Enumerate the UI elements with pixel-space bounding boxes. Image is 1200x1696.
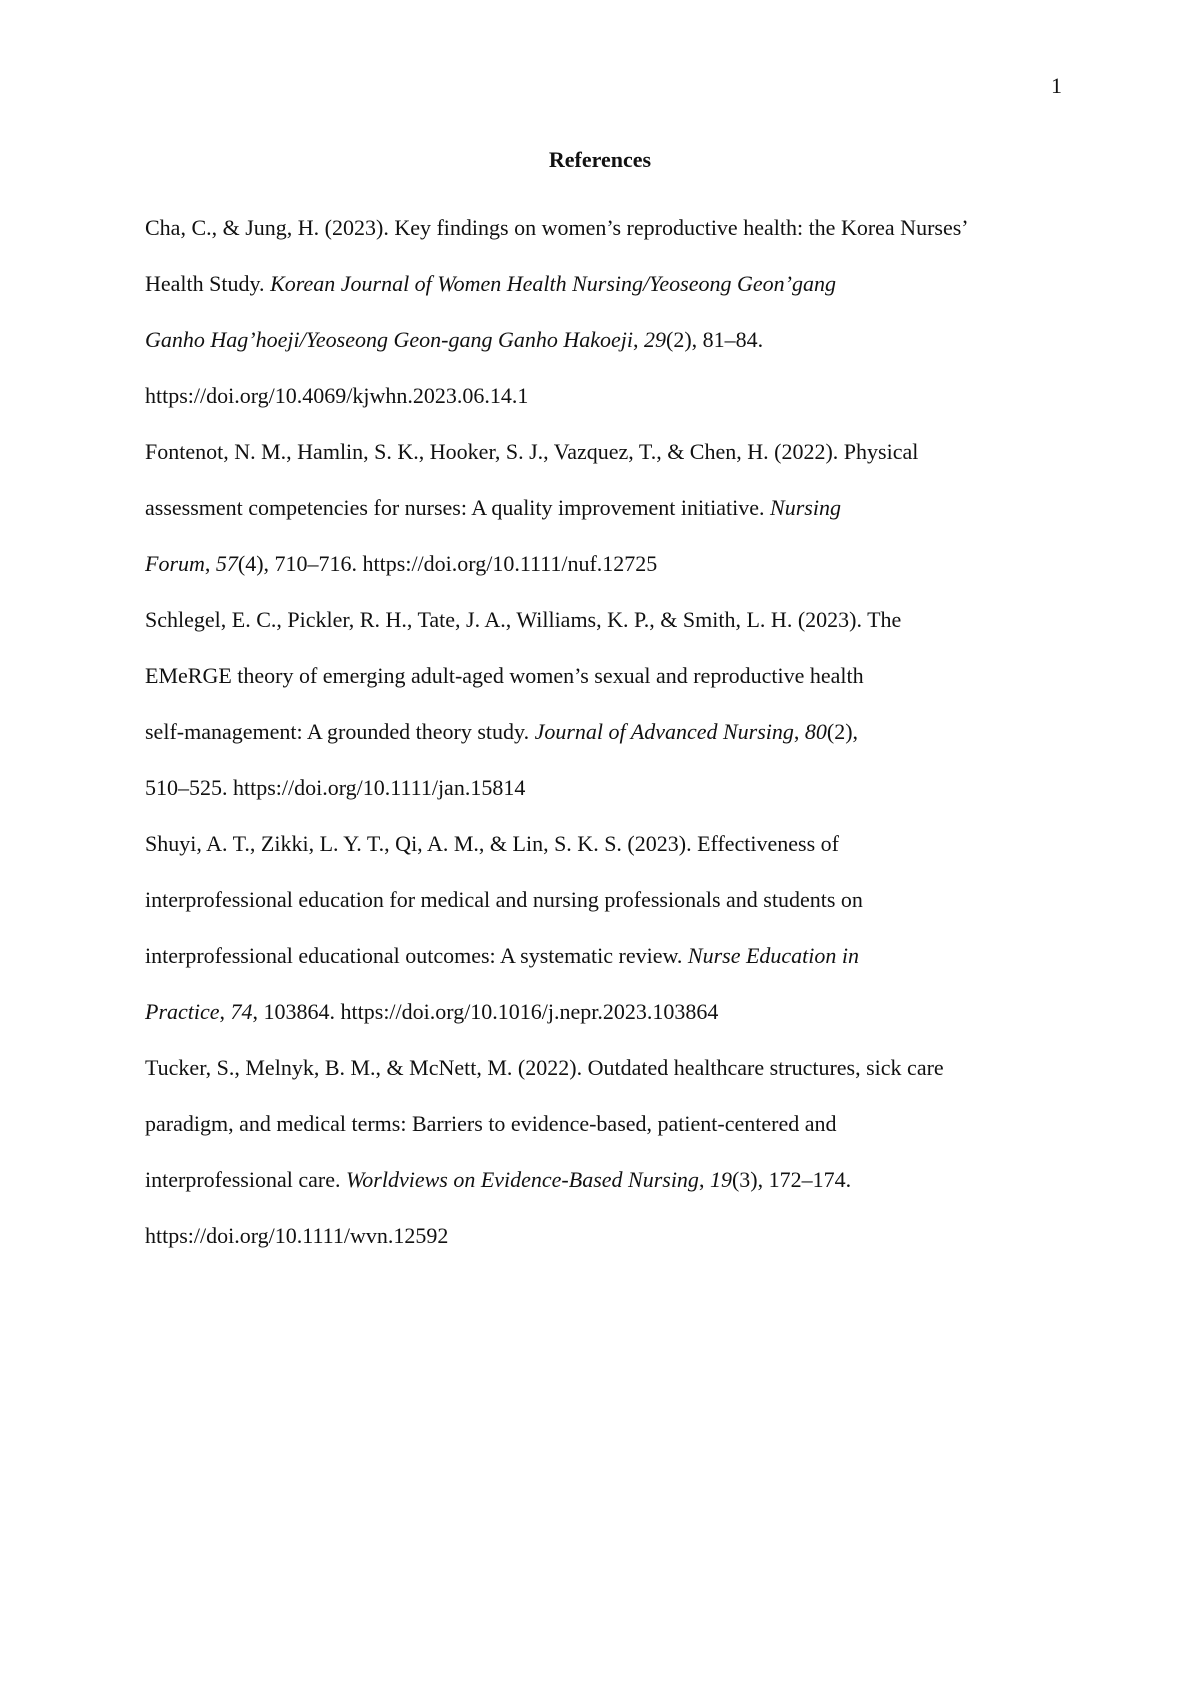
reference-entry (145, 424, 1065, 592)
reference-line (145, 1040, 1065, 1096)
reference-list (145, 200, 1065, 1264)
reference-text: EMeRGE theory of emerging adult-aged women’s sexual and reproductive health (145, 663, 864, 688)
reference-italic-text: 29 (644, 327, 667, 352)
reference-text: paradigm, and medical terms: Barriers to evidence-based, patient-centered and (145, 1111, 837, 1136)
reference-line (145, 200, 1065, 256)
reference-italic-text: Korean Journal of Women Health Nursing/Yeoseong Geon’gang (270, 271, 836, 296)
reference-text: (3), 172–174. (731, 1167, 852, 1192)
reference-line (145, 312, 1065, 368)
reference-italic-text: Journal of Advanced Nursing (534, 719, 794, 744)
reference-text: , (633, 327, 645, 352)
reference-text: Tucker, S., Melnyk, B. M., & McNett, M. (2022). Outdated healthcare structures, sick care (145, 1055, 944, 1080)
reference-line (145, 536, 1065, 592)
reference-entry (145, 1040, 1065, 1264)
reference-text: assessment competencies for nurses: A quality improvement initiative. (145, 495, 771, 520)
reference-line (145, 760, 1065, 816)
reference-italic-text: Practice (145, 999, 220, 1024)
reference-line (145, 424, 1065, 480)
reference-line (145, 480, 1065, 536)
page-number: 1 (1051, 73, 1062, 98)
reference-italic-text: 80 (804, 719, 827, 744)
reference-line (145, 704, 1065, 760)
reference-text: Cha, C., & Jung, H. (2023). Key findings on women’s reproductive health: the Korea Nurses’ (145, 215, 969, 240)
reference-line (145, 1152, 1065, 1208)
reference-text: , (698, 1167, 710, 1192)
reference-text: Health Study. (145, 271, 271, 296)
reference-text: Fontenot, N. M., Hamlin, S. K., Hooker, S. J., Vazquez, T., & Chen, H. (2022). Physical (145, 439, 919, 464)
reference-line (145, 648, 1065, 704)
page-title: References (548, 147, 652, 172)
reference-text: , (204, 551, 216, 576)
reference-text: (2), 81–84. (666, 327, 764, 352)
reference-line (145, 368, 1065, 424)
reference-line (145, 816, 1065, 872)
reference-italic-text: 74 (230, 999, 253, 1024)
reference-text: , (793, 719, 805, 744)
reference-italic-text: Worldviews on Evidence-Based Nursing (345, 1167, 699, 1192)
reference-text: https://doi.org/10.4069/kjwhn.2023.06.14.1 (145, 383, 529, 408)
reference-italic-text: 57 (215, 551, 238, 576)
reference-italic-text: Forum (145, 551, 205, 576)
reference-line (145, 872, 1065, 928)
reference-text: 510–525. https://doi.org/10.1111/jan.15814 (145, 775, 526, 800)
reference-entry (145, 592, 1065, 816)
reference-entry (145, 816, 1065, 1040)
reference-text: (4), 710–716. https://doi.org/10.1111/nuf.12725 (237, 551, 658, 576)
reference-line (145, 984, 1065, 1040)
reference-line (145, 592, 1065, 648)
reference-text: , (219, 999, 231, 1024)
reference-line (145, 1208, 1065, 1264)
reference-line (145, 256, 1065, 312)
reference-italic-text: Ganho Hag’hoeji/Yeoseong Geon-gang Ganho Hakoeji (145, 327, 634, 352)
reference-italic-text: Nursing (770, 495, 841, 520)
reference-line (145, 1096, 1065, 1152)
reference-text: interprofessional education for medical and nursing professionals and students on (145, 887, 863, 912)
reference-text: Shuyi, A. T., Zikki, L. Y. T., Qi, A. M., & Lin, S. K. S. (2023). Effectiveness of (145, 831, 840, 856)
reference-text: , 103864. https://doi.org/10.1016/j.nepr.2023.103864 (252, 999, 719, 1024)
reference-text: self-management: A grounded theory study. (145, 719, 535, 744)
reference-text: https://doi.org/10.1111/wvn.12592 (145, 1223, 449, 1248)
reference-italic-text: Nurse Education in (687, 943, 860, 968)
reference-line (145, 928, 1065, 984)
reference-text: interprofessional educational outcomes: A systematic review. (145, 943, 688, 968)
reference-entry (145, 200, 1065, 424)
reference-italic-text: 19 (709, 1167, 732, 1192)
reference-text: interprofessional care. (145, 1167, 346, 1192)
reference-text: Schlegel, E. C., Pickler, R. H., Tate, J. A., Williams, K. P., & Smith, L. H. (2023). The (145, 607, 902, 632)
reference-text: (2), (826, 719, 859, 744)
